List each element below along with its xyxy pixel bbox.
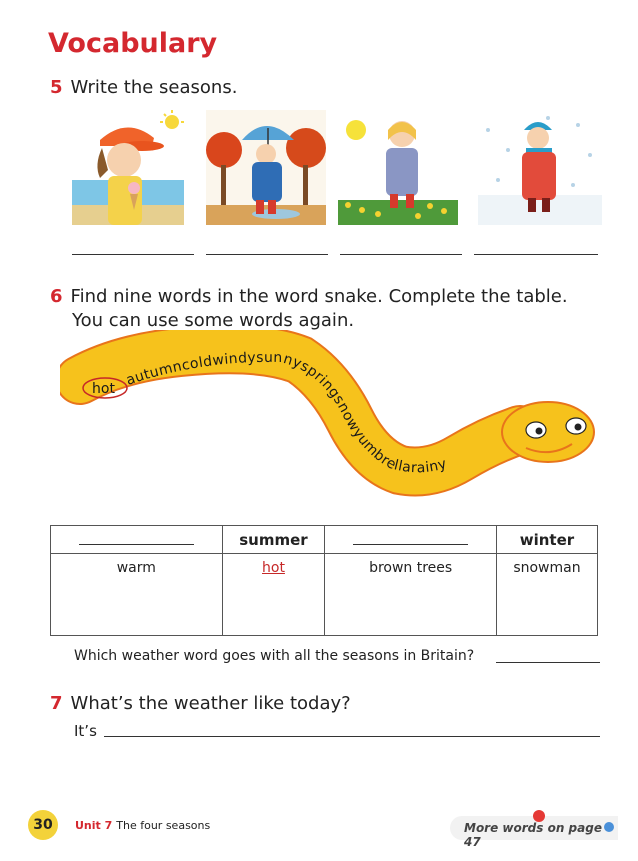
table-cell[interactable]: warm	[51, 554, 223, 636]
answer-line-4[interactable]	[474, 254, 598, 255]
table-cell[interactable]: snowman	[496, 554, 597, 636]
table-header-winter: winter	[496, 526, 597, 554]
snake-letters-body: sunnyspringsnowyumbrellarainy	[256, 349, 449, 477]
answer-prompt: It’s	[74, 722, 97, 740]
exercise-5-instruction	[50, 77, 237, 98]
exercise-text: What’s the weather like today?	[70, 693, 351, 714]
exercise-number: 6	[50, 286, 63, 307]
table-header-blank-2[interactable]	[325, 526, 497, 554]
answer-line-3[interactable]	[340, 254, 462, 255]
answer-line-2[interactable]	[206, 254, 328, 255]
exercise-6-instruction	[50, 285, 568, 333]
table-row	[51, 554, 598, 636]
child-snow-icon	[478, 110, 602, 225]
word-snake	[60, 330, 620, 530]
unit-title: The four seasons	[116, 819, 211, 832]
season-pictures	[72, 110, 602, 225]
table-cell[interactable]: brown trees	[325, 554, 497, 636]
page-number: 30	[28, 810, 58, 840]
question-answer-line[interactable]	[496, 662, 600, 663]
girl-ice-cream-sun-icon	[72, 110, 184, 225]
unit-label	[75, 819, 210, 832]
example-answer: hot	[262, 560, 285, 576]
weather-question: Which weather word goes with all the seasons in Britain?	[74, 648, 475, 664]
table-header-summer: summer	[222, 526, 325, 554]
exercise-number: 5	[50, 77, 63, 98]
unit-number: Unit 7	[75, 819, 113, 832]
answer-line-1[interactable]	[72, 254, 194, 255]
table-cell[interactable]	[222, 554, 325, 636]
snake-letters-row1: autumncoldwindy	[124, 349, 257, 389]
seasons-table	[50, 525, 598, 636]
exercise-text-line2: You can use some words again.	[72, 310, 355, 331]
boy-umbrella-rain-icon	[206, 110, 326, 225]
table-header-blank-1[interactable]	[51, 526, 223, 554]
exercise-text-line1: Find nine words in the word snake. Complete the table.	[70, 286, 568, 307]
table-header-row	[51, 526, 598, 554]
circled-word: hot	[92, 381, 115, 397]
today-answer-line[interactable]	[104, 736, 600, 737]
page-title: Vocabulary	[48, 28, 218, 59]
exercise-text: Write the seasons.	[70, 77, 238, 98]
exercise-7-instruction	[50, 693, 351, 714]
girl-sun-flowers-icon	[338, 110, 458, 225]
exercise-number: 7	[50, 693, 63, 714]
more-words-link[interactable]: More words on page 47	[464, 821, 602, 849]
